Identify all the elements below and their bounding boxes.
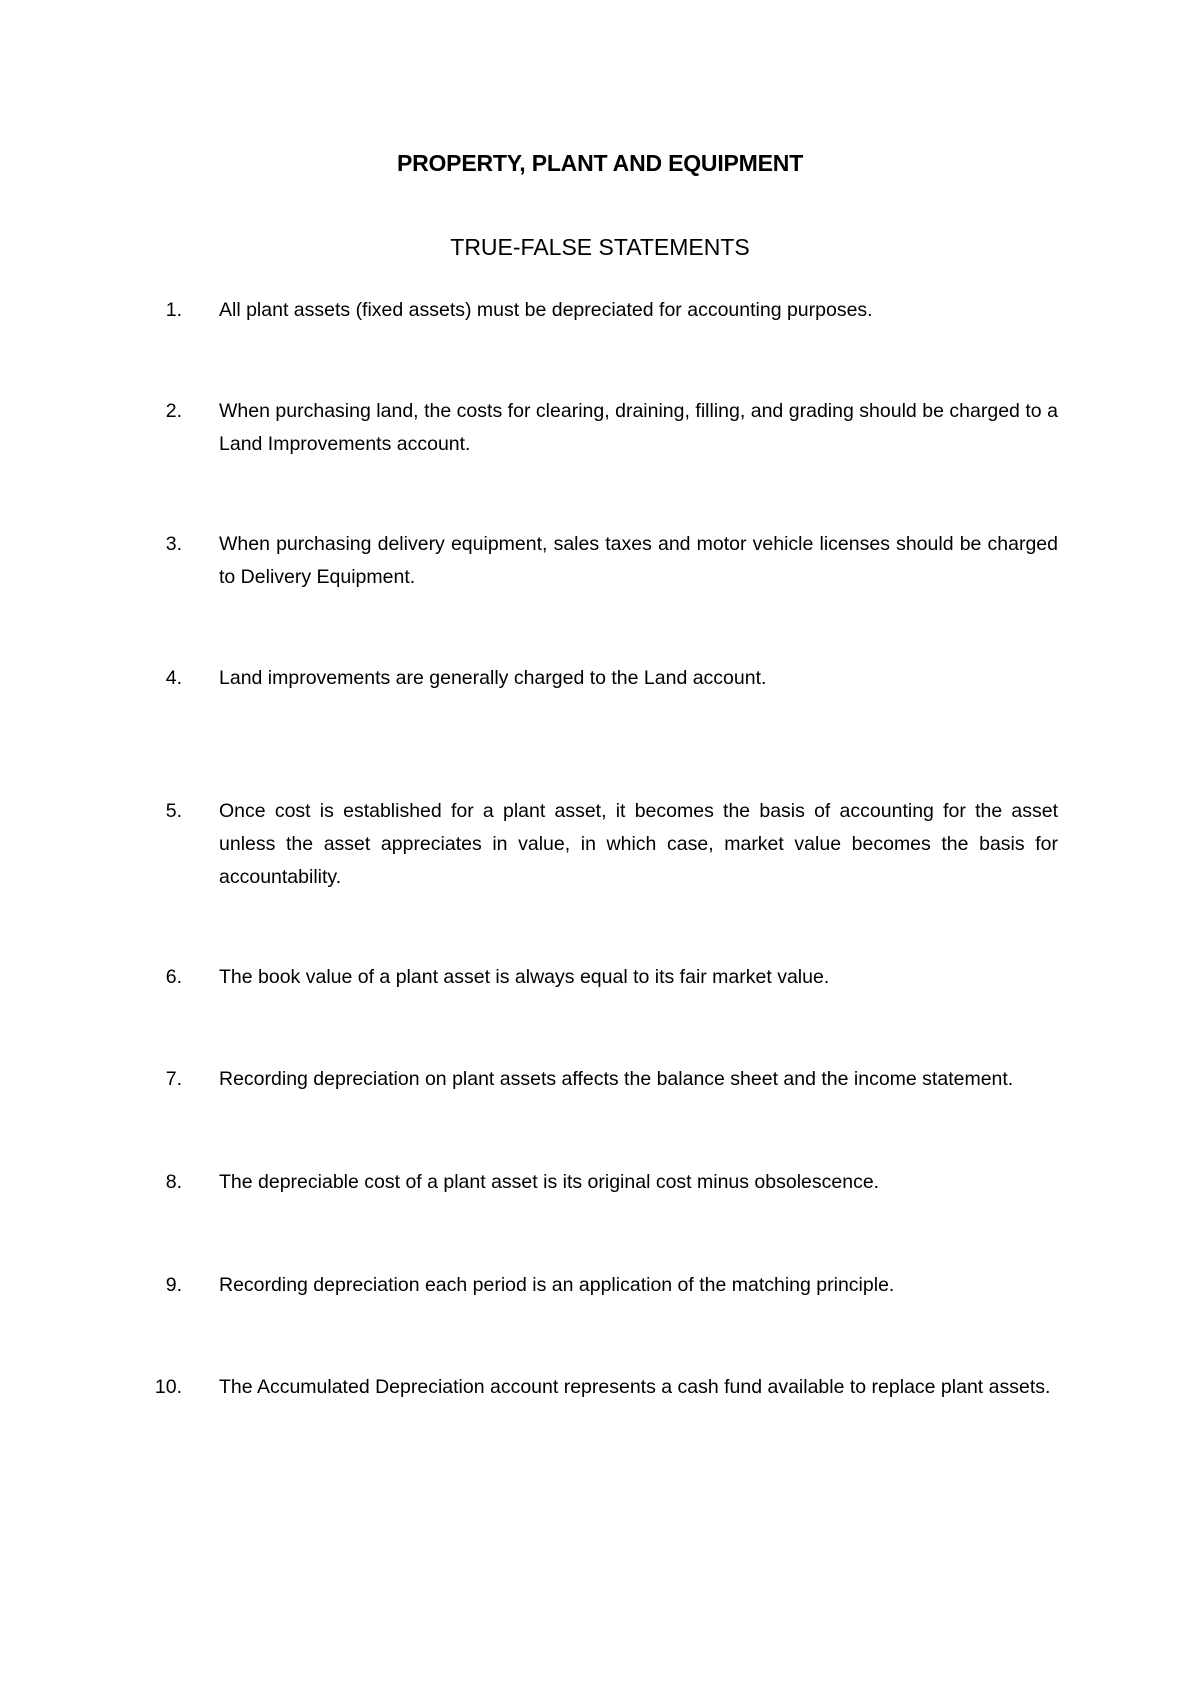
statement-text: When purchasing delivery equipment, sales taxes and motor vehicle licenses should be charged to Delivery Equipment. [219,533,1058,588]
statement-item [148,528,1058,594]
statement-text: All plant assets (fixed assets) must be depreciated for accounting purposes. [219,299,873,321]
statement-number: 8. [165,1171,182,1193]
statement-item [148,1166,1058,1199]
statement-item [148,1269,1058,1302]
statement-item [148,662,1058,695]
statement-text: The depreciable cost of a plant asset is its original cost minus obsolescence. [219,1171,880,1193]
statement-item [148,395,1058,461]
statement-number: 10. [154,1376,182,1398]
statement-number: 7. [165,1068,182,1090]
statement-number: 6. [165,966,182,988]
statement-number: 9. [165,1274,182,1296]
statement-text: Recording depreciation each period is an application of the matching principle. [219,1274,895,1296]
statement-number: 4. [165,667,182,689]
statement-text: The Accumulated Depreciation account represents a cash fund available to replace plant assets. [219,1376,1051,1398]
statement-item [148,1063,1058,1096]
statement-item [148,961,1058,994]
statement-item [148,1371,1058,1404]
statement-item [148,795,1058,894]
statement-number: 3. [165,533,182,555]
section-heading: TRUE-FALSE STATEMENTS [450,234,750,260]
statement-text: Recording depreciation on plant assets affects the balance sheet and the income statement. [219,1068,1014,1090]
document-title: PROPERTY, PLANT AND EQUIPMENT [396,150,804,176]
statement-item [148,294,1058,327]
statement-text: The book value of a plant asset is always equal to its fair market value. [219,966,830,988]
statement-text: Land improvements are generally charged to the Land account. [219,667,767,689]
statement-text: Once cost is established for a plant asset, it becomes the basis of accounting for the asset unless the asset appreciates in value, in which case, market value becomes the basis for accountability. [219,800,1058,888]
statement-number: 2. [165,400,182,422]
statement-number: 5. [165,800,182,822]
statement-text: When purchasing land, the costs for clearing, draining, filling, and grading should be charged to a Land Improvements account. [219,400,1058,455]
statement-number: 1. [165,299,182,321]
